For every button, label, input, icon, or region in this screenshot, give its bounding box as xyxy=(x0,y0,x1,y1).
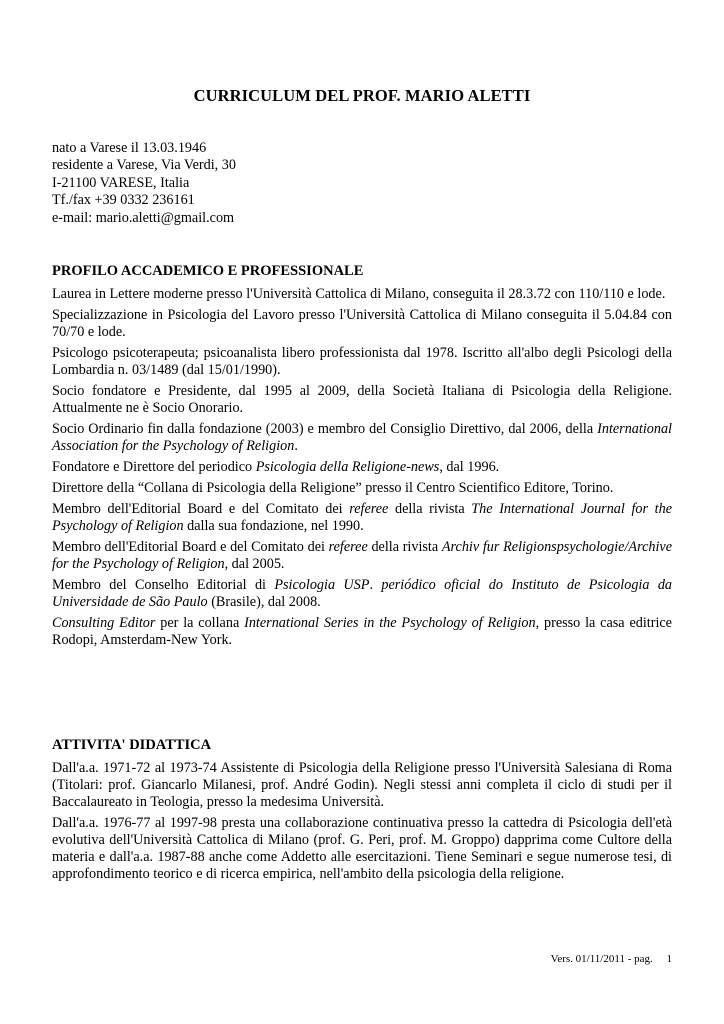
text-run: Fondatore e Direttore del periodico xyxy=(52,459,256,475)
paragraph xyxy=(52,286,672,303)
footer-version: Vers. 01/11/2011 - pag. xyxy=(550,953,653,965)
page-title: CURRICULUM DEL PROF. MARIO ALETTI xyxy=(193,86,531,105)
paragraph xyxy=(52,539,672,573)
italic-text: Consulting Editor xyxy=(52,615,156,631)
italic-text: International Series in the Psychology of Religion xyxy=(244,615,536,631)
text-run: , presso la casa editrice Rodopi, Amsterdam-New York. xyxy=(52,615,672,648)
paragraph xyxy=(52,615,672,649)
didattica-section xyxy=(52,736,672,887)
italic-text: Psicologia USP xyxy=(274,577,370,593)
text-run: Dall'a.a. 1976-77 al 1997-98 presta una collaborazione continuativa presso la cattedra di Psicologia dell'età evolutiva dell'Università Cattolica di Milano (prof. G. Peri, prof. M. Groppo) dapprima come Cultore della materia e dall'a.a. 1987-88 anche come Addetto alle esercitazioni. Tiene Seminari e segue numerose tesi, di approfondimento teorico e di ricerca empirica, nell'ambito della psicologia della religione. xyxy=(52,815,672,882)
text-run: Membro dell'Editorial Board e del Comitato dei xyxy=(52,501,350,517)
italic-text: Psicologia della Religione-news xyxy=(255,459,440,475)
birth-info: nato a Varese il 13.03.1946 xyxy=(52,140,207,156)
text-run: (Brasile), dal 2008. xyxy=(207,594,321,610)
footer-page-number: 1 xyxy=(666,953,672,965)
page-footer xyxy=(551,953,672,966)
italic-text: periódico oficial do Instituto de Psicologia da Universidade de São Paulo xyxy=(52,577,673,610)
text-run: Laurea in Lettere moderne presso l'Università Cattolica di Milano, conseguita il 28.3.72 con 110/110 e lode. xyxy=(52,286,666,302)
paragraph xyxy=(52,421,672,455)
italic-text: referee xyxy=(328,539,368,555)
italic-text: Archiv fur Religionspsychologie/Archive for the Psychology of Religion xyxy=(52,539,672,572)
text-run: , dal 1996. xyxy=(439,459,500,475)
contact-block xyxy=(52,140,672,227)
text-run: Dall'a.a. 1971-72 al 1973-74 Assistente di Psicologia della Religione presso l'Università Salesiana di Roma (Titolari: prof. Giancarlo Milanesi, prof. André Godin). Negli stessi anni completa il ciclo di studi per il Baccalaureato in Teologia, presso la medesima Università. xyxy=(52,760,672,810)
text-run: Socio fondatore e Presidente, dal 1995 al 2009, della Società Italiana di Psicologia della Religione. Attualmente ne è Socio Onorario. xyxy=(52,383,672,416)
profilo-heading: PROFILO ACCADEMICO E PROFESSIONALE xyxy=(52,263,364,279)
paragraph xyxy=(52,307,672,341)
postal-info: I-21100 VARESE, Italia xyxy=(52,174,190,191)
text-run: Membro del Conselho Editorial di xyxy=(52,577,275,593)
profilo-paragraphs xyxy=(52,286,672,649)
paragraph xyxy=(52,577,672,611)
text-run: , dal 2005. xyxy=(224,556,285,572)
paragraph xyxy=(52,501,672,535)
paragraph xyxy=(52,345,672,379)
text-run: Membro dell'Editorial Board e del Comitato dei xyxy=(52,539,329,555)
paragraph xyxy=(52,383,672,417)
paragraph xyxy=(52,760,672,811)
text-run: della rivista xyxy=(388,501,472,517)
text-run: . xyxy=(369,577,382,593)
text-run: per la collana xyxy=(155,615,245,631)
italic-text: referee xyxy=(349,501,389,517)
text-run: Specializzazione in Psicologia del Lavoro presso l'Università Cattolica di Milano conseguita il 5.04.84 con 70/70 e lode. xyxy=(52,307,672,340)
text-run: della rivista xyxy=(367,539,442,555)
text-run: dalla sua fondazione, nel 1990. xyxy=(183,518,364,534)
paragraph xyxy=(52,480,672,497)
profilo-section xyxy=(52,262,672,653)
residence-info: residente a Varese, Via Verdi, 30 xyxy=(52,157,236,174)
paragraph xyxy=(52,815,672,883)
phone-fax-info: Tf./fax +39 0332 236161 xyxy=(52,192,195,209)
text-run: Psicologo psicoterapeuta; psicoanalista libero professionista dal 1978. Iscritto all'albo degli Psicologi della Lombardia n. 03/1489 (dal 15/01/1990). xyxy=(52,345,672,378)
text-run: Socio Ordinario fin dalla fondazione (2003) e membro del Consiglio Direttivo, dal 2006, della xyxy=(52,421,598,437)
didattica-paragraphs xyxy=(52,760,672,883)
email-info: e-mail: mario.aletti@gmail.com xyxy=(52,209,235,226)
italic-text: The International Journal for the Psychology of Religion xyxy=(52,501,672,534)
text-run: Direttore della “Collana di Psicologia della Religione” presso il Centro Scientifico Editore, Torino. xyxy=(52,480,614,496)
didattica-heading: ATTIVITA' DIDATTICA xyxy=(52,737,212,753)
paragraph xyxy=(52,459,672,476)
italic-text: International Association for the Psychology of Religion xyxy=(52,421,672,454)
text-run: . xyxy=(294,438,298,454)
